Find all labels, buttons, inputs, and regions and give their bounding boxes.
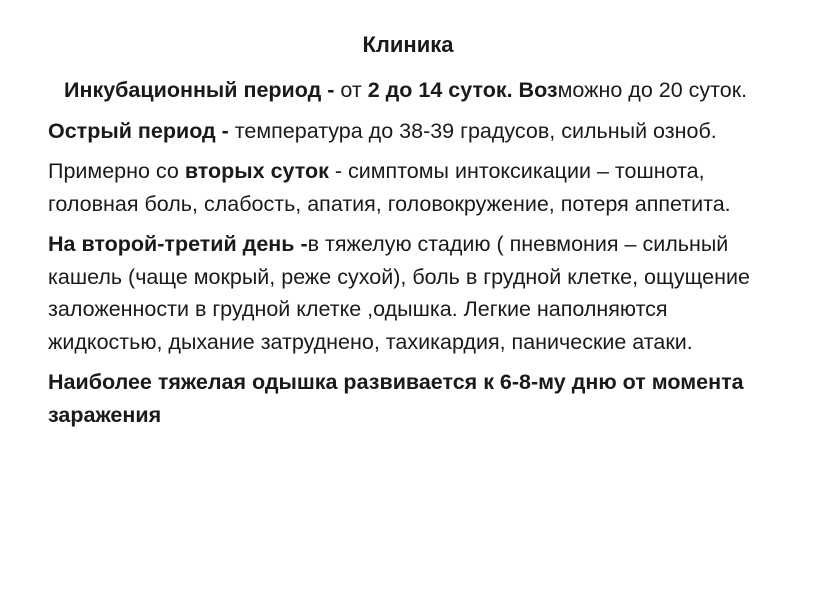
severe-stage-text: в тяжелую стадию ( пневмония – сильный кашель (чаще мокрый, реже сухой), боль в грудной клетке, ощущение заложенности в грудной клетке ,одышка. Легкие наполняются жидкостью, дыхание затруднено, тахикардия, панические атаки. <box>48 232 750 354</box>
dyspnea-peak-text: Наиболее тяжелая одышка развивается к 6-8-му дню от момента заражения <box>48 370 744 427</box>
paragraph-acute-period <box>48 115 768 148</box>
paragraph-severe-stage <box>48 228 768 358</box>
incubation-text-2: можно до 20 суток. <box>557 78 748 102</box>
acute-period-text: температура до 38-39 градусов, сильный озноб. <box>228 118 717 143</box>
second-day-text-1: Примерно со <box>48 159 185 183</box>
paragraph-dyspnea-peak <box>48 366 768 431</box>
incubation-label: Инкубационный период - <box>64 78 335 102</box>
incubation-duration: 2 до 14 суток. Воз <box>367 78 558 102</box>
paragraph-incubation <box>48 74 768 107</box>
second-day-label: вторых суток <box>184 159 329 183</box>
second-day-text-2: - симптомы интоксикации – тошнота, головная боль, слабость, апатия, головокружение, потеря аппетита. <box>48 159 731 216</box>
slide-body <box>48 74 768 439</box>
severe-stage-label: На второй-третий день - <box>48 232 308 256</box>
slide-title: Клиника <box>362 32 454 57</box>
incubation-text-1: от <box>334 78 368 102</box>
paragraph-second-day <box>48 155 768 220</box>
acute-period-label: Острый период - <box>48 118 229 143</box>
